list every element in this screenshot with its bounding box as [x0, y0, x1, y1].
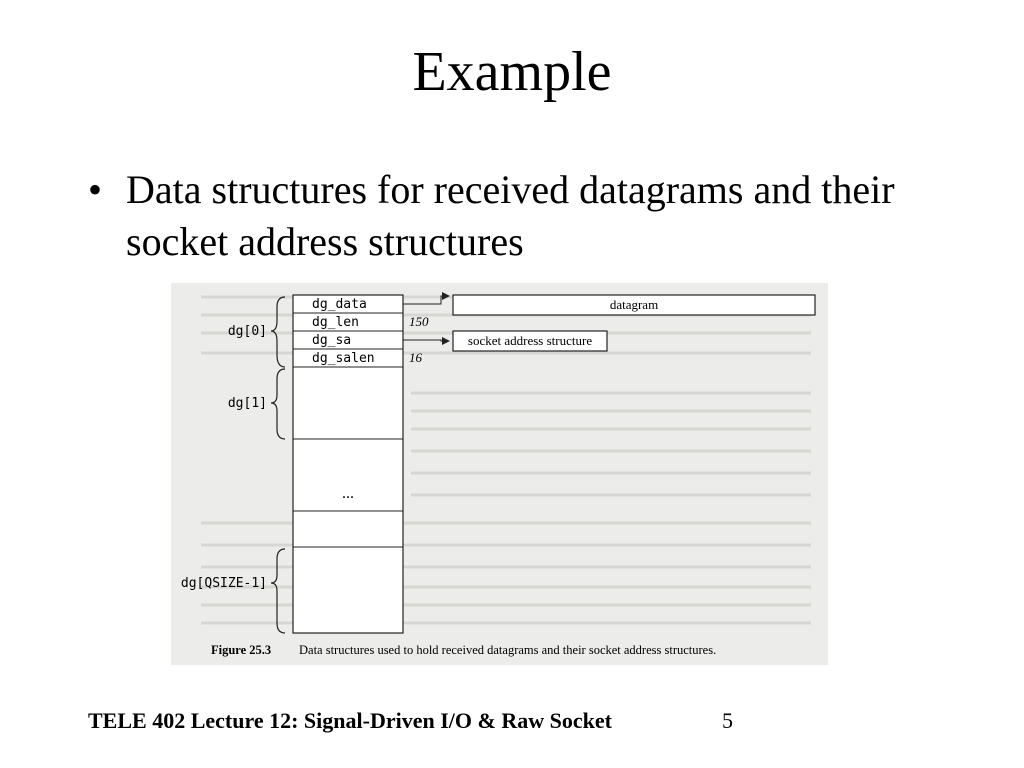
footer-title: TELE 402 Lecture 12: Signal-Driven I/O & Raw Socket — [88, 708, 612, 733]
field-dg-len: dg_len — [312, 315, 359, 330]
value-dg-salen: 16 — [409, 350, 422, 365]
sockaddr-box-label: socket address structure — [467, 333, 593, 348]
figure-caption-label: Figure 25.3 — [211, 643, 272, 657]
figure-datagram-structures — [171, 283, 828, 665]
figure-diagram — [171, 283, 828, 665]
datagram-box-label: datagram — [609, 297, 659, 312]
value-dg-len: 150 — [409, 314, 429, 329]
dg-sa-pointer-arrow — [403, 340, 449, 341]
label-dg0: dg[0] — [227, 324, 267, 339]
dgqsize-brace — [271, 549, 285, 633]
field-dg-data: dg_data — [312, 297, 367, 312]
label-dg1: dg[1] — [227, 396, 267, 411]
label-dg-qsize-1: dg[QSIZE-1] — [180, 576, 267, 591]
dg1-brace — [271, 369, 285, 439]
ellipsis: ... — [342, 485, 354, 502]
figure-caption-text: Data structures used to hold received datagrams and their socket address structures. — [299, 643, 717, 657]
bullet-dot: • — [88, 167, 103, 212]
field-dg-sa: dg_sa — [312, 333, 352, 348]
page-number: 5 — [722, 708, 733, 733]
bullet-text: Data structures for received datagrams and their socket address structures — [126, 167, 895, 264]
slide-title: Example — [412, 41, 612, 103]
field-dg-salen: dg_salen — [312, 351, 375, 366]
